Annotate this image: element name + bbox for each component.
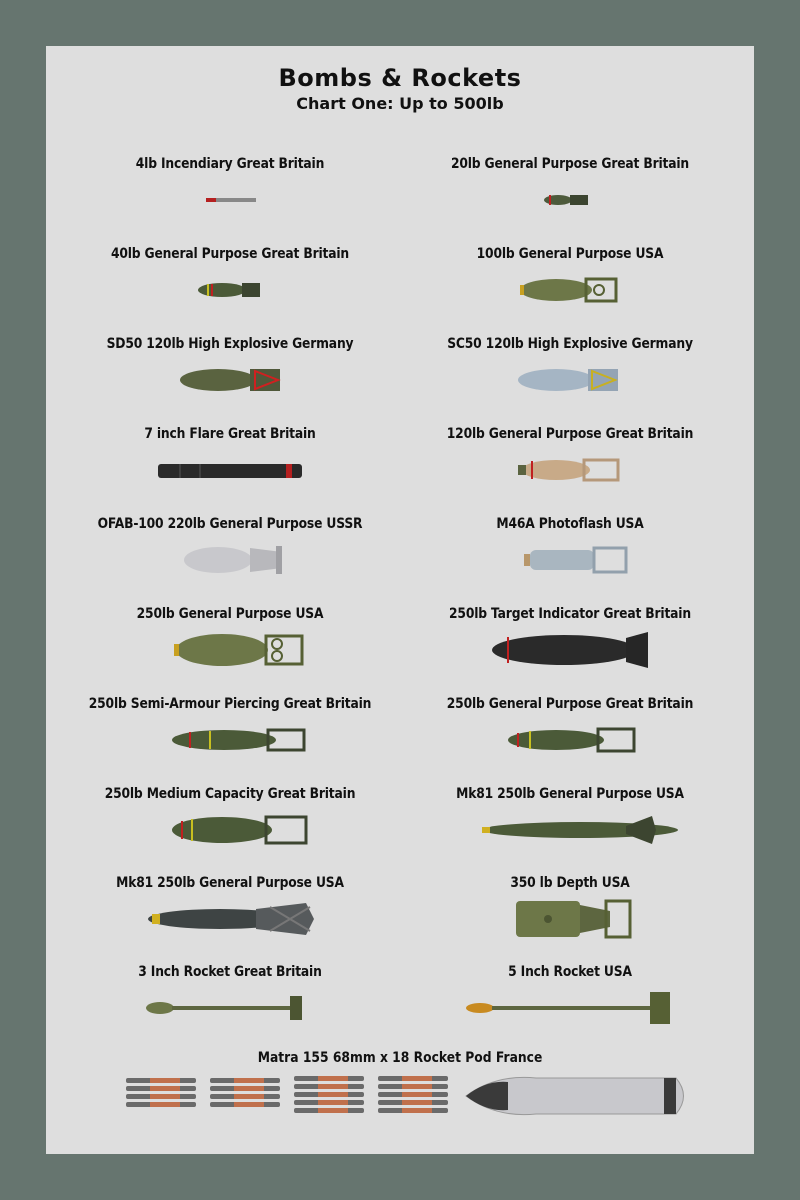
item-label: Mk81 250lb General Purpose USA bbox=[456, 786, 684, 802]
item-label: OFAB-100 220lb General Purpose USSR bbox=[97, 516, 363, 532]
photoflash-bomb-icon bbox=[400, 534, 740, 594]
item-label: Mk81 250lb General Purpose USA bbox=[116, 875, 344, 891]
item-250lb-mc bbox=[60, 786, 400, 866]
bomb-icon bbox=[400, 174, 740, 234]
item-label: 120lb General Purpose Great Britain bbox=[446, 426, 694, 442]
bomb-icon bbox=[400, 714, 740, 774]
item-label: 40lb General Purpose Great Britain bbox=[110, 246, 350, 262]
item-40lb-gp bbox=[60, 246, 400, 326]
item-label: SD50 120lb High Explosive Germany bbox=[106, 336, 354, 352]
item-100lb-gp-usa bbox=[400, 246, 740, 326]
item-label: 350 lb Depth USA bbox=[510, 875, 630, 891]
item-350lb-depth bbox=[400, 875, 740, 955]
bomb-icon bbox=[400, 354, 740, 414]
item-250lb-gp-usa bbox=[60, 606, 400, 686]
rocket-icon bbox=[400, 982, 740, 1042]
bomb-icon bbox=[400, 264, 740, 324]
item-label: 250lb Target Indicator Great Britain bbox=[449, 606, 691, 622]
bomb-icon bbox=[60, 264, 400, 324]
item-label: 5 Inch Rocket USA bbox=[508, 964, 632, 980]
bomb-icon bbox=[60, 714, 400, 774]
item-ofab-100 bbox=[60, 516, 400, 596]
flare-icon bbox=[60, 444, 400, 504]
incendiary-bomb-icon bbox=[60, 174, 400, 234]
item-120lb-gp bbox=[400, 426, 740, 506]
depth-charge-icon bbox=[400, 893, 740, 953]
item-mk81-2 bbox=[60, 875, 400, 955]
item-20lb-gp bbox=[400, 156, 740, 236]
item-label: 250lb Semi-Armour Piercing Great Britain bbox=[88, 696, 372, 712]
item-label: SC50 120lb High Explosive Germany bbox=[447, 336, 693, 352]
item-250lb-gp-gb bbox=[400, 696, 740, 776]
bomb-icon bbox=[60, 534, 400, 594]
item-label: 20lb General Purpose Great Britain bbox=[450, 156, 690, 172]
item-label: 250lb General Purpose Great Britain bbox=[446, 696, 694, 712]
item-label: M46A Photoflash USA bbox=[496, 516, 644, 532]
bomb-icon bbox=[400, 444, 740, 504]
bomb-icon bbox=[60, 624, 400, 684]
item-label: 250lb General Purpose USA bbox=[136, 606, 324, 622]
item-label: 100lb General Purpose USA bbox=[476, 246, 664, 262]
bomb-icon bbox=[60, 893, 400, 953]
item-sd50 bbox=[60, 336, 400, 416]
item-label: 3 Inch Rocket Great Britain bbox=[138, 964, 322, 980]
item-7in-flare bbox=[60, 426, 400, 506]
item-label: 4lb Incendiary Great Britain bbox=[135, 156, 325, 172]
item-m46a bbox=[400, 516, 740, 596]
target-indicator-icon bbox=[400, 624, 740, 684]
item-label: 250lb Medium Capacity Great Britain bbox=[104, 786, 356, 802]
item-5in-rocket bbox=[400, 964, 740, 1044]
page-subtitle: Chart One: Up to 500lb bbox=[296, 94, 504, 113]
page-title: Bombs & Rockets bbox=[278, 64, 522, 92]
item-4lb-incendiary bbox=[60, 156, 400, 236]
chart-panel bbox=[46, 46, 754, 1154]
item-250lb-sap bbox=[60, 696, 400, 776]
rocket-icon bbox=[60, 982, 400, 1042]
item-mk81-1 bbox=[400, 786, 740, 866]
bomb-icon bbox=[60, 354, 400, 414]
item-3in-rocket bbox=[60, 964, 400, 1044]
item-sc50 bbox=[400, 336, 740, 416]
bomb-icon bbox=[400, 804, 740, 864]
bomb-icon bbox=[60, 804, 400, 864]
pod-label: Matra 155 68mm x 18 Rocket Pod France bbox=[257, 1050, 543, 1066]
item-250lb-ti bbox=[400, 606, 740, 686]
item-label: 7 inch Flare Great Britain bbox=[144, 426, 316, 442]
rocket-pod-icon bbox=[116, 1072, 696, 1122]
